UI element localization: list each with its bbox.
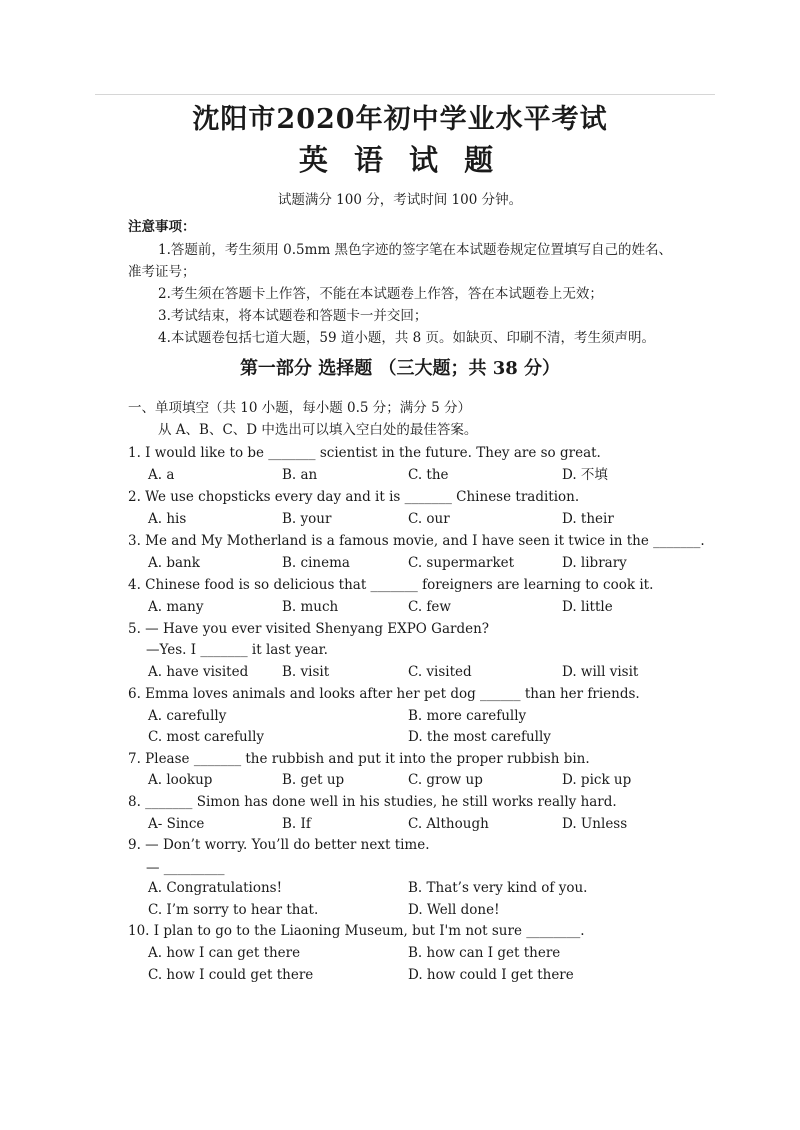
option-b: B. get up: [282, 772, 345, 788]
option-c: C. visited: [408, 664, 472, 680]
option-d: D. how could I get there: [408, 967, 574, 983]
option-c: C. supermarket: [408, 555, 515, 571]
option-c: C. how I could get there: [148, 967, 314, 983]
option-a: A. a: [148, 467, 175, 483]
option-c: C. our: [408, 511, 450, 527]
question-stem: 1. I would like to be _______ scientist in the future. They are so great.: [128, 445, 601, 461]
option-d: D. the most carefully: [408, 729, 551, 745]
option-a: A. have visited: [148, 664, 249, 680]
question-stem: 10. I plan to go to the Liaoning Museum, but I'm not sure ________.: [128, 923, 585, 939]
option-a: A- Since: [148, 816, 205, 832]
question-stem: 2. We use chopsticks every day and it is _______ Chinese tradition.: [128, 489, 580, 505]
option-b: B. That’s very kind of you.: [408, 880, 588, 896]
option-b: B. more carefully: [408, 708, 527, 724]
question-stem: 7. Please _______ the rubbish and put it into the proper rubbish bin.: [128, 751, 590, 767]
question-stem: 3. Me and My Motherland is a famous movie, and I have seen it twice in the _______.: [128, 533, 705, 549]
question-stem: 8. _______ Simon has done well in his studies, he still works really hard.: [128, 794, 617, 810]
option-b: B. If: [282, 816, 311, 832]
notice-line-3: 3.考试结束，将本试题卷和答题卡一并交回；: [158, 308, 428, 324]
option-d: D. their: [562, 511, 614, 527]
question-stem-reply: — _________: [146, 860, 225, 876]
top-rule: [95, 94, 715, 95]
question-stem: 4. Chinese food is so delicious that _______ foreigners are learning to cook it.: [128, 577, 654, 593]
option-a: A. carefully: [148, 708, 227, 724]
question-stem-reply: —Yes. I _______ it last year.: [146, 642, 328, 658]
part-title: 第一部分 选择题 （三大题；共 38 分）: [239, 358, 561, 379]
notice-line-1-cont: 准考证号；: [128, 264, 196, 280]
notice-heading: 注意事项：: [128, 219, 196, 235]
option-d: D. library: [562, 555, 627, 571]
option-b: B. cinema: [282, 555, 350, 571]
notice-line-4: 4.本试题卷包括七道大题，59 道小题，共 8 页。如缺页、印刷不清，考生须声明。: [158, 330, 656, 346]
option-b: B. your: [282, 511, 332, 527]
option-b: B. an: [282, 467, 318, 483]
option-c: C. the: [408, 467, 449, 483]
exam-info: 试题满分 100 分，考试时间 100 分钟。: [277, 192, 523, 208]
option-c: C. grow up: [408, 772, 483, 788]
option-d: D. Unless: [562, 816, 628, 832]
option-d: D. 不填: [562, 467, 608, 483]
notice-line-2: 2.考生须在答题卡上作答，不能在本试题卷上作答，答在本试题卷上无效；: [158, 286, 603, 302]
section-instruction: 从 A、B、C、D 中选出可以填入空白处的最佳答案。: [158, 422, 478, 438]
option-a: A. bank: [148, 555, 200, 571]
question-stem: 6. Emma loves animals and looks after her pet dog ______ than her friends.: [128, 686, 640, 702]
option-c: C. I’m sorry to hear that.: [148, 902, 319, 918]
option-a: A. many: [148, 599, 204, 615]
option-c: C. most carefully: [148, 729, 265, 745]
option-c: C. few: [408, 599, 451, 615]
exam-title: 沈阳市2020年初中学业水平考试: [192, 104, 608, 135]
option-a: A. Congratulations!: [148, 880, 283, 896]
option-d: D. little: [562, 599, 613, 615]
option-a: A. his: [148, 511, 187, 527]
question-stem: 5. — Have you ever visited Shenyang EXPO Garden?: [128, 621, 490, 637]
option-b: B. how can I get there: [408, 945, 561, 961]
notice-line-1: 1.答题前，考生须用 0.5mm 黑色字迹的签字笔在本试题卷规定位置填写自己的姓名、: [158, 242, 673, 258]
option-b: B. much: [282, 599, 339, 615]
section-heading: 一、单项填空（共 10 小题，每小题 0.5 分；满分 5 分）: [128, 400, 471, 416]
question-stem: 9. — Don’t worry. You’ll do better next time.: [128, 837, 430, 853]
option-d: D. pick up: [562, 772, 632, 788]
option-a: A. how I can get there: [148, 945, 301, 961]
option-a: A. lookup: [148, 772, 213, 788]
option-d: D. Well done!: [408, 902, 500, 918]
option-c: C. Although: [408, 816, 489, 832]
subject-title: 英 语 试 题: [298, 143, 502, 177]
option-b: B. visit: [282, 664, 330, 680]
option-d: D. will visit: [562, 664, 639, 680]
